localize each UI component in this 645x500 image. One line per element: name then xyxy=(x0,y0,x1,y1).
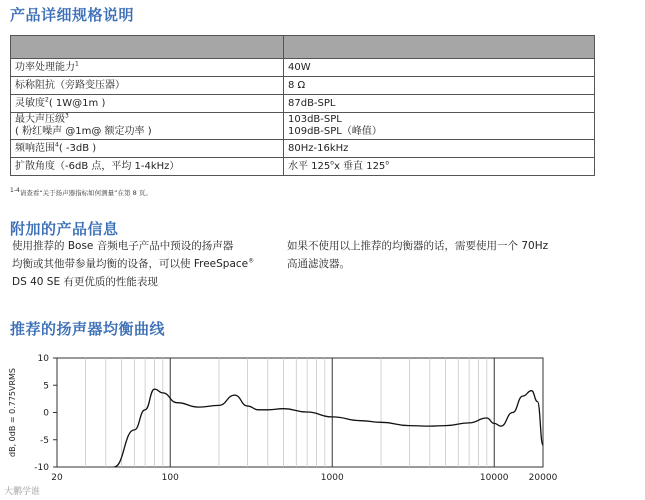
spec-value: x 垂直 125 xyxy=(333,160,386,172)
spec-label-condition: ( 1W@1m ) xyxy=(48,97,106,109)
paragraph-line: 如果不使用以上推荐的均衡器的话，需要使用一个 70Hz xyxy=(287,240,549,252)
spec-value-peak: 109dB-SPL（峰值） xyxy=(288,126,382,137)
x-tick-label: 20 xyxy=(51,473,63,483)
eq-curve-chart xyxy=(0,345,645,500)
y-tick-label: 10 xyxy=(37,354,49,364)
table-row xyxy=(11,158,595,176)
paragraph-line: 使用推荐的 Bose 音频电子产品中预设的扬声器 xyxy=(12,240,234,252)
spec-value: 103dB-SPL xyxy=(288,114,342,125)
additional-info-right xyxy=(287,237,587,273)
x-tick-label: 10000 xyxy=(479,473,509,483)
y-tick-label: 0 xyxy=(43,408,49,419)
spec-footnote-mark: 4 xyxy=(55,141,59,149)
y-axis-label: dB, 0dB = 0.775VRMS xyxy=(8,367,17,458)
spec-label: 标称阻抗（旁路变压器） xyxy=(11,77,284,95)
x-tick-label: 1000 xyxy=(320,473,344,483)
footnote-mark: 1-4 xyxy=(10,186,20,194)
spec-label: 最大声压级 xyxy=(15,114,65,125)
spec-label: 灵敏度 xyxy=(15,97,45,109)
spec-value: 80Hz-16kHz xyxy=(284,140,595,158)
spec-label-condition: ( 粉红噪声 @1m@ 额定功率 ) xyxy=(15,126,152,137)
table-header-row xyxy=(11,36,595,59)
spec-label-condition: ( -3dB ) xyxy=(58,142,97,154)
spec-label: 扩散角度（-6dB 点，平均 1-4kHz） xyxy=(11,158,284,176)
spec-value: 40W xyxy=(284,59,595,77)
additional-info-title: 附加的产品信息 xyxy=(10,220,119,238)
paragraph-line: 高通滤波器。 xyxy=(287,258,350,270)
y-tick-label: 5 xyxy=(43,381,49,392)
table-row xyxy=(11,140,595,158)
table-row xyxy=(11,113,595,140)
y-tick-label: -5 xyxy=(40,435,49,446)
x-tick-label: 20000 xyxy=(528,473,558,483)
spec-section-title: 产品详细规格说明 xyxy=(10,6,135,24)
spec-value: 87dB-SPL xyxy=(284,95,595,113)
y-tick-label: -10 xyxy=(34,463,49,473)
spec-label: 频响范围 xyxy=(15,142,55,154)
degree-mark: o xyxy=(385,159,389,167)
additional-info-left xyxy=(12,237,277,291)
paragraph-line: DS 40 SE 有更优质的性能表现 xyxy=(12,276,158,288)
watermark: 大鹏学谁 xyxy=(4,487,41,497)
spec-value: 水平 125 xyxy=(288,160,331,172)
spec-footnote-mark: 2 xyxy=(45,96,49,104)
table-row xyxy=(11,95,595,113)
footnote-text: 请查看“关于扬声器指标如何测量”在第 8 页。 xyxy=(19,189,152,197)
plot-frame xyxy=(57,358,543,467)
paragraph-line: 均衡或其他带参量均衡的设备，可以使 FreeSpace xyxy=(12,258,249,270)
registered-mark: ® xyxy=(248,257,255,265)
table-row xyxy=(11,77,595,95)
spec-footnote-mark: 3 xyxy=(65,112,69,120)
x-tick-label: 100 xyxy=(161,473,179,483)
eq-curve-title: 推荐的扬声器均衡曲线 xyxy=(10,320,166,338)
spec-footnote-mark: 1 xyxy=(75,60,79,68)
degree-mark: o xyxy=(330,159,334,167)
table-row xyxy=(11,59,595,77)
spec-label: 功率处理能力 xyxy=(15,61,75,73)
footnote xyxy=(10,188,152,197)
spec-table xyxy=(10,35,595,176)
spec-value: 8 Ω xyxy=(284,77,595,95)
